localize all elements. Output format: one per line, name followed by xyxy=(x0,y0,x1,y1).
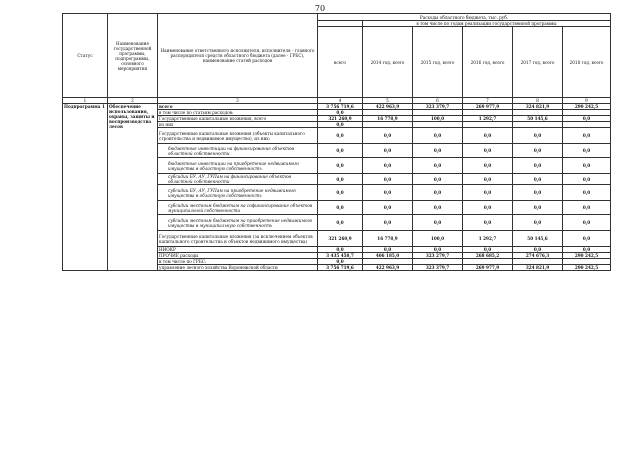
header-year: 2018 год, всего xyxy=(563,27,611,98)
value-cell: 0,0 xyxy=(413,174,463,185)
row-label: субсидии БУ, АУ, ГУПам на финансирование объектов областной собственности xyxy=(158,174,318,185)
value-cell: 0,0 xyxy=(413,144,463,158)
header-program-name: Наименование государственной программы, подпрограммы, основного мероприятия xyxy=(108,14,158,98)
table-row xyxy=(63,104,611,110)
value-cell: 0,0 xyxy=(563,215,611,231)
column-number: 6 xyxy=(413,98,463,104)
column-number: 9 xyxy=(563,98,611,104)
value-cell: 0,0 xyxy=(463,174,513,185)
header-by-years: в том числе по годам реализации государственной программы xyxy=(363,21,611,27)
row-label: Государственные капитальные вложения, всего xyxy=(158,116,318,122)
value-cell: 100,0 xyxy=(413,231,463,247)
value-cell: 0,0 xyxy=(413,185,463,201)
value-cell: 3 756 719,6 xyxy=(318,104,363,110)
value-cell: 0,0 xyxy=(318,215,363,231)
value-cell: 0,0 xyxy=(318,122,363,128)
value-cell: 0,0 xyxy=(363,247,413,253)
header-year: 2015 год, всего xyxy=(413,27,463,98)
row-label: Государственные капитальные вложения (за исключением объектов капитального строительства и объектов недвижимого имущества) xyxy=(158,231,318,247)
value-cell: 0,0 xyxy=(563,201,611,215)
row-label: в том числе по ГРБС: xyxy=(158,259,318,265)
row-label: НИОКР xyxy=(158,247,318,253)
value-cell: 0,0 xyxy=(318,128,363,144)
column-number: 7 xyxy=(463,98,513,104)
value-cell: 324 821,9 xyxy=(513,265,563,271)
value-cell: 0,0 xyxy=(463,158,513,174)
column-number: 4 xyxy=(318,98,363,104)
value-cell: 0,0 xyxy=(363,215,413,231)
row-label: субсидии местным бюджетам на софинансирование объектов муниципальной собственности xyxy=(158,201,318,215)
row-label: из них xyxy=(158,122,318,128)
budget-table xyxy=(62,13,611,271)
value-cell: 0,0 xyxy=(563,185,611,201)
row-label: ПРОЧИЕ расходы xyxy=(158,253,318,259)
header-year: 2016 год, всего xyxy=(463,27,513,98)
value-cell: 1 292,7 xyxy=(463,116,513,122)
page-number: 70 xyxy=(314,4,326,13)
value-cell: 0,0 xyxy=(318,185,363,201)
program-cell: Обеспечение использования, охраны, защиты и воспроизводства лесов xyxy=(108,104,158,271)
row-label: бюджетные инвестиции на приобретение недвижимого имущества в областную собственность xyxy=(158,158,318,174)
value-cell: 0,0 xyxy=(413,215,463,231)
row-label: в том числе по статьям расходов: xyxy=(158,110,318,116)
value-cell: 290 242,5 xyxy=(563,265,611,271)
value-cell: 0,0 xyxy=(563,116,611,122)
value-cell: 422 963,9 xyxy=(363,104,413,110)
value-cell: 268 685,2 xyxy=(463,253,513,259)
value-cell: 324 821,9 xyxy=(513,104,563,110)
value-cell: 0,0 xyxy=(363,128,413,144)
value-cell: 0,0 xyxy=(318,158,363,174)
value-cell: 0,0 xyxy=(563,158,611,174)
value-cell: 323 379,7 xyxy=(413,104,463,110)
value-cell: 0,0 xyxy=(513,185,563,201)
value-cell: 0,0 xyxy=(363,158,413,174)
value-cell: 0,0 xyxy=(413,201,463,215)
value-cell: 0,0 xyxy=(463,185,513,201)
value-cell: 0,0 xyxy=(413,128,463,144)
value-cell: 0,0 xyxy=(318,144,363,158)
value-cell: 0,0 xyxy=(513,158,563,174)
value-cell: 0,0 xyxy=(463,128,513,144)
column-number: 8 xyxy=(513,98,563,104)
value-cell: 0,0 xyxy=(318,174,363,185)
value-cell: 50 145,6 xyxy=(513,231,563,247)
value-cell: 0,0 xyxy=(513,215,563,231)
status-cell: Подпрограмма 1 xyxy=(63,104,108,271)
value-cell: 0,0 xyxy=(563,144,611,158)
value-cell: 0,0 xyxy=(513,174,563,185)
header-status: Статус xyxy=(63,14,108,98)
value-cell: 323 279,7 xyxy=(413,253,463,259)
value-cell: 321 260,9 xyxy=(318,231,363,247)
value-cell: 1 292,7 xyxy=(463,231,513,247)
header-total: всего xyxy=(318,27,363,98)
value-cell: 269 977,9 xyxy=(463,265,513,271)
value-cell: 0,0 xyxy=(513,201,563,215)
value-cell: 0,0 xyxy=(463,247,513,253)
value-cell: 0,0 xyxy=(513,128,563,144)
value-cell: 0,0 xyxy=(363,174,413,185)
value-cell: 0,0 xyxy=(318,259,363,265)
value-cell: 3 435 458,7 xyxy=(318,253,363,259)
value-cell: 0,0 xyxy=(563,247,611,253)
header-year: 2017 год, всего xyxy=(513,27,563,98)
value-cell: 50 145,6 xyxy=(513,116,563,122)
header-year: 2014 год, всего xyxy=(363,27,413,98)
value-cell: 0,0 xyxy=(513,144,563,158)
value-cell: 406 185,0 xyxy=(363,253,413,259)
row-label: управление лесного хозяйства Воронежской области xyxy=(158,265,318,271)
value-cell: 0,0 xyxy=(318,201,363,215)
value-cell: 321 260,9 xyxy=(318,116,363,122)
value-cell: 274 676,3 xyxy=(513,253,563,259)
value-cell: 290 242,5 xyxy=(563,253,611,259)
value-cell: 0,0 xyxy=(463,215,513,231)
value-cell: 0,0 xyxy=(318,110,363,116)
row-label: бюджетные инвестиции на финансирование объектов областной собственности xyxy=(158,144,318,158)
row-label: субсидии местным бюджетам на приобретение недвижимого имущества в муниципальную собственность xyxy=(158,215,318,231)
column-number: 3 xyxy=(158,98,318,104)
value-cell: 0,0 xyxy=(463,144,513,158)
value-cell: 269 977,9 xyxy=(463,104,513,110)
column-number: 5 xyxy=(363,98,413,104)
value-cell: 0,0 xyxy=(363,201,413,215)
header-expenses: Расходы областного бюджета, тыс. руб. xyxy=(318,14,611,21)
value-cell: 0,0 xyxy=(513,247,563,253)
value-cell: 0,0 xyxy=(463,201,513,215)
value-cell: 16 778,9 xyxy=(363,231,413,247)
value-cell: 3 756 719,6 xyxy=(318,265,363,271)
value-cell: 0,0 xyxy=(563,128,611,144)
value-cell: 0,0 xyxy=(413,158,463,174)
value-cell: 0,0 xyxy=(318,247,363,253)
header-executor: Наименование ответственного исполнителя, исполнителя - главного распорядителя средств областного бюджета (далее - ГРБС), наименование статей расходов xyxy=(158,14,318,98)
row-label: всего xyxy=(158,104,318,110)
value-cell: 0,0 xyxy=(563,231,611,247)
value-cell: 0,0 xyxy=(413,247,463,253)
column-number: 2 xyxy=(108,98,158,104)
value-cell: 100,0 xyxy=(413,116,463,122)
value-cell: 16 778,9 xyxy=(363,116,413,122)
row-label: Государственные капитальные вложения (объекты капитального строительства и недвижимое имущество), из них: xyxy=(158,128,318,144)
value-cell: 0,0 xyxy=(563,174,611,185)
column-number: 1 xyxy=(63,98,108,104)
value-cell: 422 963,9 xyxy=(363,265,413,271)
value-cell: 290 242,5 xyxy=(563,104,611,110)
value-cell: 0,0 xyxy=(363,144,413,158)
value-cell: 0,0 xyxy=(363,185,413,201)
value-cell: 323 379,7 xyxy=(413,265,463,271)
row-label: субсидии БУ, АУ, ГУПам на приобретение недвижимого имущества в областную собственность xyxy=(158,185,318,201)
